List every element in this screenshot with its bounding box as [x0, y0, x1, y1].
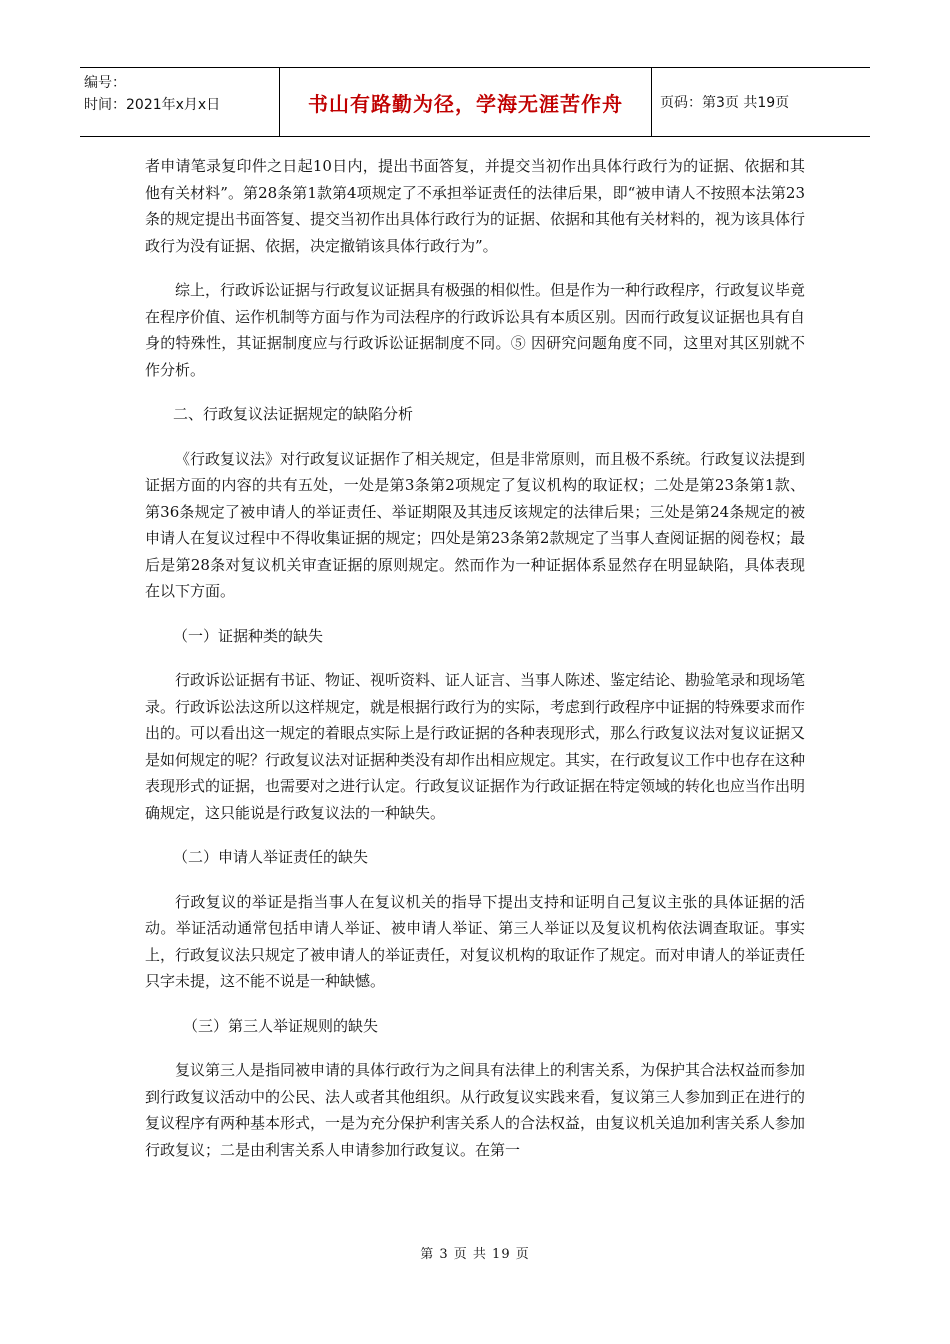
paragraph-continuation: 者申请笔录复印件之日起10日内，提出书面答复，并提交当初作出具体行政行为的证据、依据和其他有关材料”。第28条第1款第4项规定了不承担举证责任的法律后果，即“被申请人不按照本法第23条的规定提出书面答复、提交当初作出具体行政行为的证据、依据和其他有关材料的，视为该具体行政行为没有证据、依据，决定撤销该具体行政行为”。 [145, 157, 806, 255]
paragraph-overview: 《行政复议法》对行政复议证据作了相关规定，但是非常原则，而且极不系统。行政复议法提到证据方面的内容的共有五处，一处是第3条第2项规定了复议机构的取证权；二处是第23条第1款、第36条规定了被申请人的举证责任、举证期限及其违反该规定的法律后果；三处是第24条规定的被申请人在复议过程中不得收集证据的规定；四处是第23条第2款规定了当事人查阅证据的阅卷权；最后是第28条对复议机关审查证据的原则规定。然而作为一种证据体系显然存在明显缺陷，具体表现在以下方面。 [145, 449, 806, 600]
paragraph-summary: 综上，行政诉讼证据与行政复议证据具有极强的相似性。但是作为一种行政程序，行政复议毕竟在程序价值、运作机制等方面与作为司法程序的行政诉讼具有本质区别。因而行政复议证据也具有自身的特殊性，其证据制度应与行政诉讼证据制度不同。⑤ 因研究问题角度不同，这里对其区别就不作分析。 [145, 281, 806, 379]
header-time-label: 时间：2021年x月x日 [84, 97, 221, 113]
header-page-label: 页码：第3页 共19页 [660, 95, 790, 111]
header-motto: 书山有路勤为径，学海无涯苦作舟 [280, 68, 652, 136]
page-footer: 第 3 页 共 19 页 [420, 1247, 530, 1262]
paragraph-evidence-types: 行政诉讼证据有书证、物证、视听资料、证人证言、当事人陈述、鉴定结论、勘验笔录和现场笔录。行政诉讼法这所以这样规定，就是根据行政行为的实际，考虑到行政程序中证据的特殊要求而作出的。可以看出这一规定的着眼点实际上是行政证据的各种表现形式，那么行政复议法对复议证据又是如何规定的呢？行政复议法对证据种类没有却作出相应规定。其实，在行政复议工作中也存在这种表现形式的证据，也需要对之进行认定。行政复议证据作为行政证据在特定领域的转化也应当作出明确规定，这只能说是行政复议法的一种缺失。 [145, 671, 806, 822]
document-body [145, 153, 805, 1181]
subsection-heading-2: （二）申请人举证责任的缺失 [173, 848, 369, 866]
paragraph-third-party: 复议第三人是指同被申请的具体行政行为之间具有法律上的利害关系，为保护其合法权益而参加到行政复议活动中的公民、法人或者其他组织。从行政复议实践来看，复议第三人参加到正在进行的复议程序有两种基本形式，一是为充分保护利害关系人的合法权益，由复议机关追加利害关系人参加行政复议；二是由利害关系人申请参加行政复议。在第一 [145, 1061, 806, 1159]
header-info-cell [80, 68, 280, 136]
subsection-heading-1: （一）证据种类的缺失 [173, 626, 324, 645]
subsection-heading-3: （三）第三人举证规则的缺失 [183, 1016, 379, 1035]
section-heading: 二、行政复议法证据规定的缺陷分析 [173, 405, 414, 423]
paragraph-applicant-burden: 行政复议的举证是指当事人在复议机关的指导下提出支持和证明自己复议主张的具体证据的活动。举证活动通常包括申请人举证、被申请人举证、第三人举证以及复议机构依法调查取证。事实上，行政复议法只规定了被申请人的举证责任，对复议机构的取证作了规定。而对申请人的举证责任只字未提，这不能不说是一种缺憾。 [145, 892, 806, 990]
document-header [80, 67, 870, 137]
header-number-label: 编号： [84, 75, 126, 91]
